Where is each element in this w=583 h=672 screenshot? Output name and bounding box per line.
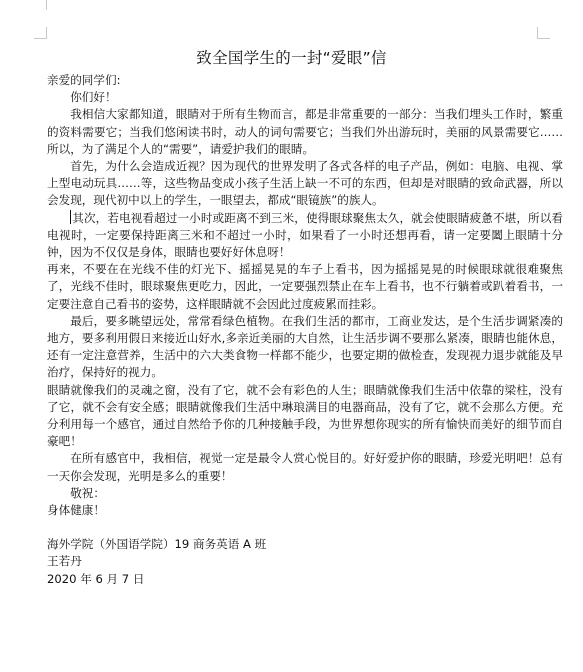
- signature-date: 2020 年 6 月 7 日: [47, 571, 145, 586]
- crop-mark-top-left-vertical: [46, 0, 47, 10]
- crop-mark-top-right-vertical: [537, 27, 538, 39]
- paragraph-4: 再来，不要在在光线不佳的灯光下、摇摇晃晃的车子上看书，因为摇摇晃晃的时候眼球就很难聚焦了，光线不佳时，眼球聚焦更吃力，因此，一定要强烈禁止在车上看书，也不行躺着或趴着看书，一定要注意自己看书的姿势，这样眼睛就不会因此过度疲累而挂彩。: [47, 262, 563, 311]
- paragraph-2: 首先，为什么会造成近视？因为现代的世界发明了各式各样的电子产品，例如：电脑、电视、掌上型电动玩具……等，这些物品变成小孩子生活上缺一不可的东西，但却是对眼睛的致命武器，所以会发现，现代初中以上的学生，一眼望去，都成“眼镜族”的族人。: [47, 159, 563, 208]
- closing: 敬祝：: [70, 485, 105, 500]
- crop-mark-top-right-horizontal: [537, 38, 550, 39]
- signature-name: 王若丹: [47, 554, 82, 569]
- paragraph-7: 在所有感官中，我相信，视觉一定是最令人赏心悦目的。好好爱护你的眼睛，珍爱光明吧！总有一天你会发现，光明是多么的重要！: [47, 451, 563, 483]
- paragraph-5: 最后，要多眺望远处，常常看绿色植物。在我们生活的都市，工商业发达，是个生活步调紧凑的地方，要多利用假日来接近山好水,多亲近美丽的大自然，让生活步调不要那么紧凑，眼睛也能休息，还有一定注意营养，生活中的六大类食物一样都不能少，也要定期的做检查，发现视力退步就能及早治疗，保持好的视力。: [47, 313, 563, 380]
- letter-title: 致全国学生的一封“爱眼”信: [196, 49, 387, 67]
- crop-mark-top-left-vertical-2: [46, 27, 47, 39]
- salutation: 亲爱的同学们:: [47, 73, 121, 87]
- wish: 身体健康！: [47, 503, 105, 518]
- paragraph-1: 我相信大家都知道，眼睛对于所有生物而言，都是非常重要的一部分：当我们埋头工作时，繁重的资料需要它；当我们悠闲读书时，动人的词句需要它；当我们外出游玩时，美丽的风景需要它……所以，为了满足个人的“需要”，请爱护我们的眼睛。: [47, 107, 563, 156]
- paragraph-3: [47, 210, 563, 262]
- greeting: 你们好！: [70, 90, 117, 105]
- paragraph-6: 眼睛就像我们的灵魂之窗，没有了它，就不会有彩色的人生；眼睛就像我们生活中依靠的梁柱，没有了它，就不会有安全感；眼睛就像我们生活中琳琅满目的电器商品，没有了它，就不会那么方便。充分利用每一个感官，通过自然给予你的几种接触手段，为世界想你现实的所有愉快而美好的细节而自豪吧！: [47, 382, 563, 449]
- paragraph-3-text: 其次，若电视看超过一小时或距离不到三米，使得眼球聚焦太久，就会使眼睛疲惫不堪，所以看电视时，一定要保持距离三米和不超过一小时，如果看了一小时还想再看，请一定要闔上眼睛十分钟，因为不仅仅是身体，眼睛也要好好休息呀！: [47, 210, 563, 260]
- signature-org: 海外学院（外国语学院）19 商务英语 A 班: [47, 537, 267, 552]
- letter-body[interactable]: [47, 72, 563, 588]
